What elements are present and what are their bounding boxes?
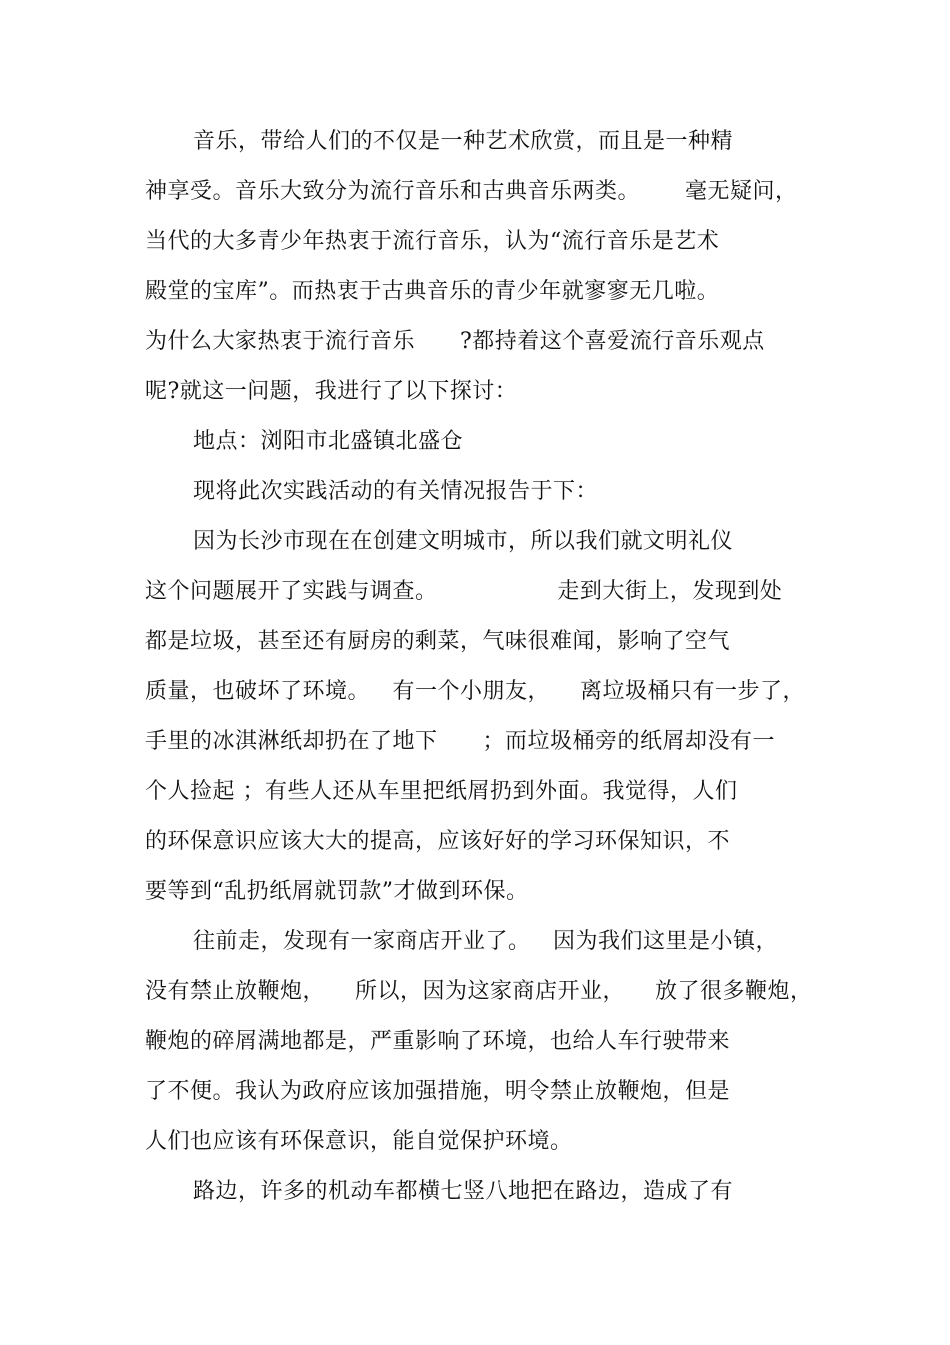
text-line: 质量，也破坏了环境。 有一个小朋友， 离垃圾桶只有一步了， bbox=[145, 679, 805, 704]
text-line: 音乐，带给人们的不仅是一种艺术欣赏，而且是一种精 bbox=[193, 129, 734, 154]
text-line: 手里的冰淇淋纸却扔在了地下 ；而垃圾桶旁的纸屑却没有一 bbox=[145, 729, 775, 754]
text-line: 路边，许多的机动车都横七竖八地把在路边，造成了有 bbox=[193, 1179, 734, 1204]
text-line: 都是垃圾，甚至还有厨房的剩菜，气味很难闻，影响了空气 bbox=[145, 629, 731, 654]
text-line: 没有禁止放鞭炮， 所以，因为这家商店开业， 放了很多鞭炮， bbox=[145, 979, 813, 1004]
text-line: 鞭炮的碎屑满地都是，严重影响了环境，也给人车行驶带来 bbox=[145, 1029, 731, 1054]
text-line: 为什么大家热衷于流行音乐 ?都持着这个喜爱流行音乐观点 bbox=[145, 329, 765, 354]
text-line: 因为长沙市现在在创建文明城市，所以我们就文明礼仪 bbox=[193, 529, 734, 554]
text-line: 这个问题展开了实践与调查。 走到大街上，发现到处 bbox=[145, 579, 783, 604]
text-line: 人们也应该有环保意识，能自觉保护环境。 bbox=[145, 1129, 573, 1154]
text-line: 呢?就这一问题，我进行了以下探讨： bbox=[145, 379, 518, 404]
text-line: 往前走，发现有一家商店开业了。 因为我们这里是小镇， bbox=[193, 929, 778, 954]
text-line: 了不便。我认为政府应该加强措施，明令禁止放鞭炮，但是 bbox=[145, 1079, 731, 1104]
text-line: 殿堂的宝库”。而热衷于古典音乐的青少年就寥寥无几啦。 bbox=[145, 279, 720, 304]
text-line: 当代的大多青少年热衷于流行音乐，认为“流行音乐是艺术 bbox=[145, 229, 720, 254]
text-line: 个人捡起 ；有些人还从车里把纸屑扔到外面。我觉得，人们 bbox=[145, 779, 738, 804]
text-line: 要等到“乱扔纸屑就罚款”才做到环保。 bbox=[145, 879, 529, 904]
text-line: 现将此次实践活动的有关情况报告于下： bbox=[193, 479, 599, 504]
text-line: 神享受。音乐大致分为流行音乐和古典音乐两类。 毫无疑问， bbox=[145, 179, 798, 204]
text-line: 地点：浏阳市北盛镇北盛仓 bbox=[193, 429, 464, 454]
text-line: 的环保意识应该大大的提高，应该好好的学习环保知识，不 bbox=[145, 829, 731, 854]
